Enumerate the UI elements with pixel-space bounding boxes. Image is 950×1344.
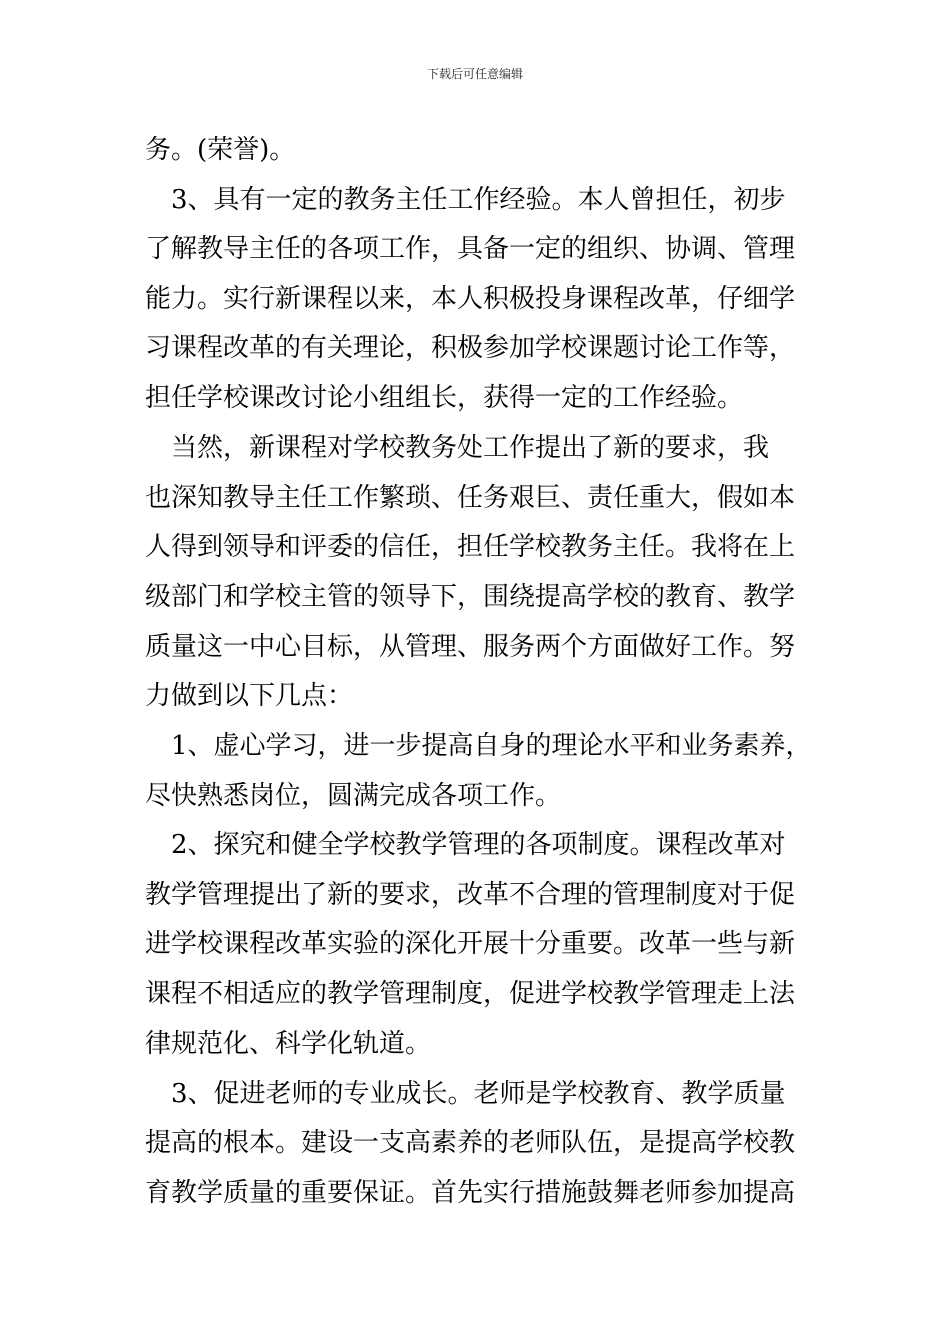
text-line: 教学管理提出了新的要求，改革不合理的管理制度对于促 [145, 880, 796, 910]
text-line: 担任学校课改讨论小组组长，获得一定的工作经验。 [145, 383, 744, 413]
text-line: 务。(荣誉)。 [145, 135, 296, 165]
text-line: 进学校课程改革实验的深化开展十分重要。改革一些与新 [145, 929, 796, 959]
text-line: 课程不相适应的教学管理制度，促进学校教学管理走上法 [145, 979, 796, 1009]
text-line: 3、具有一定的教务主任工作经验。本人曾担任，初步 [145, 185, 786, 215]
text-line: 质量这一中心目标，从管理、服务两个方面做好工作。努 [145, 632, 796, 662]
text-line: 人得到领导和评委的信任，担任学校教务主任。我将在上 [145, 532, 796, 562]
text-line: 律规范化、科学化轨道。 [145, 1029, 432, 1059]
text-line: 也深知教导主任工作繁琐、任务艰巨、责任重大，假如本 [145, 483, 796, 513]
text-line: 2、探究和健全学校教学管理的各项制度。课程改革对 [145, 830, 786, 860]
text-line: 1、虚心学习，进一步提高自身的理论水平和业务素养， [145, 731, 812, 761]
text-line: 习课程改革的有关理论，积极参加学校课题讨论工作等， [145, 333, 796, 363]
page-header-note: 下载后可任意编辑 [426, 67, 523, 81]
text-line: 能力。实行新课程以来，本人积极投身课程改革，仔细学 [145, 284, 796, 314]
text-line: 当然，新课程对学校教务处工作提出了新的要求，我 [145, 433, 770, 463]
text-line: 育教学质量的重要保证。首先实行措施鼓舞老师参加提高 [145, 1178, 796, 1208]
text-line: 提高的根本。建设一支高素养的老师队伍，是提高学校教 [145, 1128, 796, 1158]
text-line: 力做到以下几点： [145, 681, 354, 711]
text-line: 了解教导主任的各项工作，具备一定的组织、协调、管理 [145, 234, 796, 264]
text-line: 尽快熟悉岗位，圆满完成各项工作。 [145, 781, 562, 811]
text-line: 级部门和学校主管的领导下，围绕提高学校的教育、教学 [145, 582, 796, 612]
text-line: 3、促进老师的专业成长。老师是学校教育、教学质量 [145, 1079, 786, 1109]
